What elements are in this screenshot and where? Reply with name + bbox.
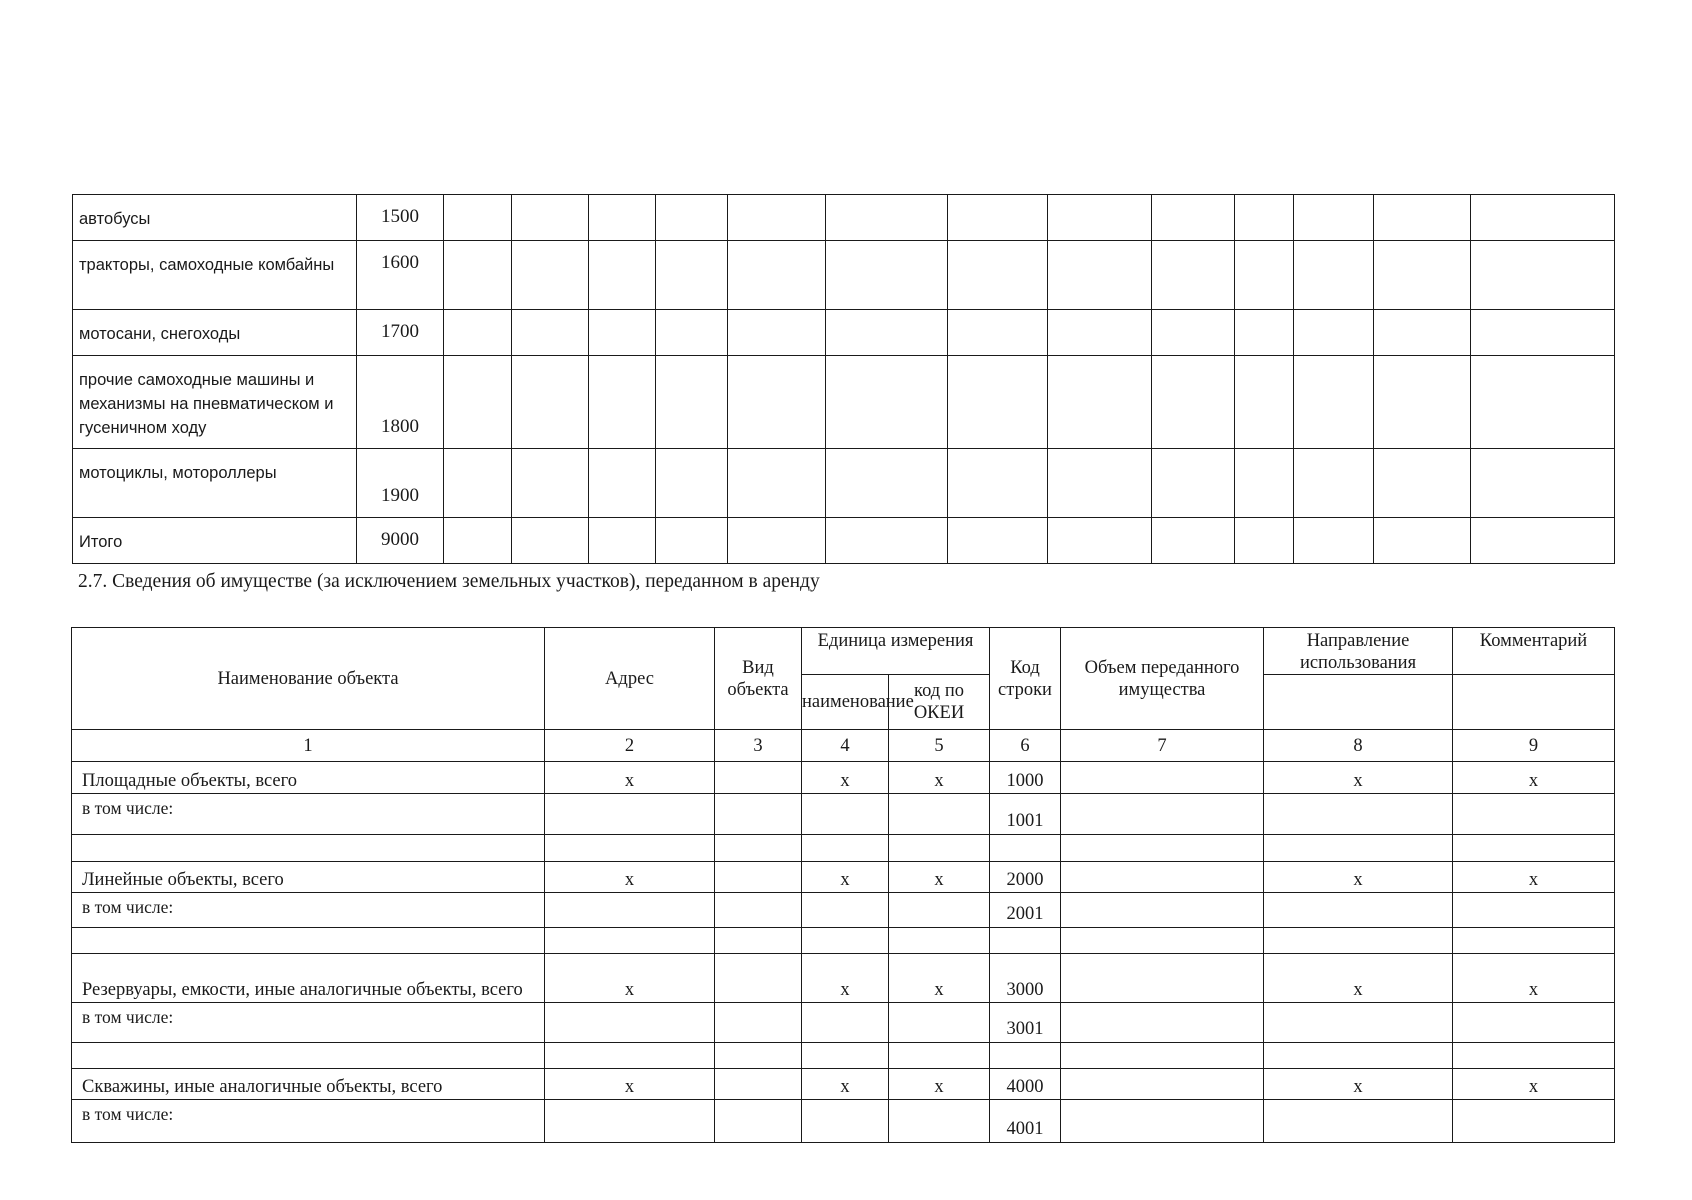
header-volume: Объем переданного имущества	[1061, 628, 1264, 730]
empty-data-cell[interactable]	[545, 1003, 715, 1043]
empty-data-cell[interactable]	[826, 356, 948, 449]
empty-data-cell[interactable]	[990, 928, 1061, 954]
unit-okei-mark-cell: x	[889, 954, 990, 1003]
empty-data-cell[interactable]	[1294, 356, 1374, 449]
volume-cell[interactable]	[1061, 954, 1264, 1003]
direction-mark-cell: x	[1264, 762, 1453, 794]
header-name: Наименование объекта	[72, 628, 545, 730]
vehicle-code-cell: 1900	[357, 449, 444, 518]
address-mark-cell: x	[545, 954, 715, 1003]
column-number-cell: 2	[545, 730, 715, 762]
vehicle-code-cell: 1800	[357, 356, 444, 449]
empty-data-cell[interactable]	[1061, 835, 1264, 862]
empty-data-cell[interactable]	[656, 195, 728, 241]
header-line-code: Код строки	[990, 628, 1061, 730]
empty-data-cell[interactable]	[589, 195, 656, 241]
empty-data-cell[interactable]	[728, 241, 826, 310]
empty-data-cell[interactable]	[545, 794, 715, 835]
empty-data-cell[interactable]	[1374, 241, 1471, 310]
empty-data-cell[interactable]	[802, 1003, 889, 1043]
subrow-code-cell: 4001	[990, 1100, 1061, 1143]
empty-data-cell[interactable]	[1264, 1043, 1453, 1069]
empty-data-cell[interactable]	[1374, 518, 1471, 564]
volume-cell[interactable]	[1061, 862, 1264, 893]
subrow-code-cell: 2001	[990, 893, 1061, 928]
empty-data-cell[interactable]	[728, 449, 826, 518]
empty-data-cell[interactable]	[545, 835, 715, 862]
line-code-cell: 1000	[990, 762, 1061, 794]
property-table	[71, 627, 1615, 1143]
empty-data-cell[interactable]	[1374, 195, 1471, 241]
subrow-label-cell: в том числе:	[72, 1003, 545, 1043]
empty-data-cell[interactable]	[948, 449, 1048, 518]
object-type-cell[interactable]	[715, 762, 802, 794]
empty-data-cell[interactable]	[512, 518, 589, 564]
unit-okei-mark-cell: x	[889, 762, 990, 794]
empty-data-cell[interactable]	[948, 241, 1048, 310]
column-numbers-row	[72, 730, 1615, 762]
empty-data-cell[interactable]	[512, 449, 589, 518]
subrow-label-cell: в том числе:	[72, 794, 545, 835]
empty-data-cell[interactable]	[1453, 893, 1615, 928]
empty-data-cell[interactable]	[512, 241, 589, 310]
empty-data-cell[interactable]	[1374, 449, 1471, 518]
empty-data-cell[interactable]	[1152, 449, 1235, 518]
vehicle-code-cell: 1700	[357, 310, 444, 356]
empty-data-cell[interactable]	[656, 241, 728, 310]
vehicle-code-cell: 9000	[357, 518, 444, 564]
header-direction: Направление использования	[1264, 628, 1453, 675]
volume-cell[interactable]	[1061, 1069, 1264, 1100]
empty-data-cell[interactable]	[1374, 310, 1471, 356]
header-unit-name: наименование	[802, 675, 889, 730]
empty-data-cell[interactable]	[826, 518, 948, 564]
object-type-cell[interactable]	[715, 862, 802, 893]
empty-data-cell[interactable]	[72, 1043, 545, 1069]
empty-data-cell[interactable]	[444, 241, 512, 310]
empty-data-cell[interactable]	[802, 893, 889, 928]
comment-mark-cell: x	[1453, 1069, 1615, 1100]
line-code-cell: 2000	[990, 862, 1061, 893]
empty-data-cell[interactable]	[545, 893, 715, 928]
vehicle-name-cell: мотоциклы, мотороллеры	[73, 449, 357, 518]
empty-data-cell[interactable]	[1453, 928, 1615, 954]
subrow-label-cell: в том числе:	[72, 893, 545, 928]
empty-data-cell[interactable]	[589, 518, 656, 564]
empty-data-cell[interactable]	[545, 1043, 715, 1069]
empty-data-cell[interactable]	[1048, 195, 1152, 241]
table-row	[73, 518, 1615, 564]
vehicle-name-cell: тракторы, самоходные комбайны	[73, 241, 357, 310]
empty-data-cell[interactable]	[802, 928, 889, 954]
empty-data-cell[interactable]	[1264, 835, 1453, 862]
empty-data-cell[interactable]	[1294, 518, 1374, 564]
empty-data-cell[interactable]	[1061, 928, 1264, 954]
empty-data-cell[interactable]	[715, 893, 802, 928]
column-number-cell: 5	[889, 730, 990, 762]
empty-data-cell[interactable]	[512, 195, 589, 241]
empty-data-cell[interactable]	[1453, 1100, 1615, 1143]
vehicle-code-cell: 1500	[357, 195, 444, 241]
empty-data-cell[interactable]	[826, 241, 948, 310]
empty-data-cell[interactable]	[589, 241, 656, 310]
empty-data-cell[interactable]	[889, 794, 990, 835]
column-number-cell: 4	[802, 730, 889, 762]
header-comment: Комментарий	[1453, 628, 1615, 675]
comment-mark-cell: x	[1453, 954, 1615, 1003]
object-type-cell[interactable]	[715, 1069, 802, 1100]
table-row	[73, 195, 1615, 241]
comment-mark-cell: x	[1453, 762, 1615, 794]
group-title-cell: Линейные объекты, всего	[72, 862, 545, 893]
empty-data-cell[interactable]	[826, 310, 948, 356]
blank-row	[72, 928, 1615, 954]
empty-data-cell[interactable]	[1152, 195, 1235, 241]
direction-mark-cell: x	[1264, 1069, 1453, 1100]
empty-data-cell[interactable]	[948, 195, 1048, 241]
group-subrow	[72, 1100, 1615, 1143]
group-title-cell: Скважины, иные аналогичные объекты, всего	[72, 1069, 545, 1100]
empty-data-cell[interactable]	[889, 893, 990, 928]
empty-data-cell[interactable]	[802, 794, 889, 835]
column-number-cell: 6	[990, 730, 1061, 762]
subrow-code-cell: 1001	[990, 794, 1061, 835]
empty-data-cell[interactable]	[1235, 241, 1294, 310]
comment-mark-cell: x	[1453, 862, 1615, 893]
empty-data-cell[interactable]	[1152, 310, 1235, 356]
empty-data-cell[interactable]	[889, 928, 990, 954]
empty-data-cell[interactable]	[826, 195, 948, 241]
empty-data-cell[interactable]	[1471, 518, 1615, 564]
empty-data-cell[interactable]	[948, 356, 1048, 449]
empty-data-cell[interactable]	[889, 1003, 990, 1043]
empty-data-cell[interactable]	[444, 518, 512, 564]
empty-data-cell[interactable]	[545, 928, 715, 954]
vehicles-table	[72, 194, 1615, 564]
empty-data-cell[interactable]	[715, 1003, 802, 1043]
empty-data-cell[interactable]	[1048, 356, 1152, 449]
line-code-cell: 4000	[990, 1069, 1061, 1100]
table-row	[73, 356, 1615, 449]
unit-okei-mark-cell: x	[889, 862, 990, 893]
group-title-row	[72, 762, 1615, 794]
group-subrow	[72, 1003, 1615, 1043]
empty-data-cell[interactable]	[728, 356, 826, 449]
header-object-type: Вид объекта	[715, 628, 802, 730]
volume-cell[interactable]	[1061, 762, 1264, 794]
empty-data-cell[interactable]	[1235, 310, 1294, 356]
empty-data-cell[interactable]	[1048, 310, 1152, 356]
empty-data-cell[interactable]	[1048, 518, 1152, 564]
direction-mark-cell: x	[1264, 862, 1453, 893]
empty-data-cell[interactable]	[1471, 449, 1615, 518]
empty-data-cell[interactable]	[1152, 518, 1235, 564]
empty-data-cell[interactable]	[72, 928, 545, 954]
empty-data-cell[interactable]	[889, 835, 990, 862]
empty-data-cell[interactable]	[1374, 356, 1471, 449]
empty-data-cell[interactable]	[444, 356, 512, 449]
address-mark-cell: x	[545, 1069, 715, 1100]
empty-data-cell[interactable]	[1061, 1003, 1264, 1043]
property-table-body	[72, 762, 1615, 1143]
empty-data-cell[interactable]	[512, 310, 589, 356]
unit-okei-mark-cell: x	[889, 1069, 990, 1100]
empty-data-cell[interactable]	[728, 310, 826, 356]
column-number-cell: 7	[1061, 730, 1264, 762]
empty-data-cell[interactable]	[1061, 893, 1264, 928]
group-title-cell: Площадные объекты, всего	[72, 762, 545, 794]
vehicles-table-body	[73, 195, 1615, 564]
header-unit-okei: код по ОКЕИ	[889, 675, 990, 730]
header-unit: Единица измерения	[802, 628, 990, 675]
unit-name-mark-cell: x	[802, 954, 889, 1003]
empty-data-cell[interactable]	[1453, 835, 1615, 862]
header-direction-blank	[1264, 675, 1453, 730]
empty-data-cell[interactable]	[1048, 241, 1152, 310]
empty-data-cell[interactable]	[1264, 928, 1453, 954]
empty-data-cell[interactable]	[715, 1100, 802, 1143]
empty-data-cell[interactable]	[1453, 794, 1615, 835]
empty-data-cell[interactable]	[1264, 794, 1453, 835]
group-title-cell: Резервуары, емкости, иные аналогичные объекты, всего	[72, 954, 545, 1003]
empty-data-cell[interactable]	[72, 835, 545, 862]
address-mark-cell: x	[545, 862, 715, 893]
vehicle-name-cell: мотосани, снегоходы	[73, 310, 357, 356]
empty-data-cell[interactable]	[802, 835, 889, 862]
empty-data-cell[interactable]	[990, 1043, 1061, 1069]
empty-data-cell[interactable]	[444, 195, 512, 241]
empty-data-cell[interactable]	[715, 794, 802, 835]
empty-data-cell[interactable]	[656, 518, 728, 564]
column-number-cell: 3	[715, 730, 802, 762]
subrow-code-cell: 3001	[990, 1003, 1061, 1043]
column-number-cell: 1	[72, 730, 545, 762]
empty-data-cell[interactable]	[802, 1100, 889, 1143]
empty-data-cell[interactable]	[1471, 241, 1615, 310]
header-address: Адрес	[545, 628, 715, 730]
column-number-cell: 9	[1453, 730, 1615, 762]
empty-data-cell[interactable]	[1235, 356, 1294, 449]
empty-data-cell[interactable]	[1471, 310, 1615, 356]
empty-data-cell[interactable]	[1235, 449, 1294, 518]
empty-data-cell[interactable]	[715, 835, 802, 862]
blank-row	[72, 835, 1615, 862]
empty-data-cell[interactable]	[545, 1100, 715, 1143]
empty-data-cell[interactable]	[1061, 1043, 1264, 1069]
vehicle-name-cell: прочие самоходные машины и механизмы на пневматическом и гусеничном ходу	[73, 356, 357, 449]
column-number-cell: 8	[1264, 730, 1453, 762]
empty-data-cell[interactable]	[1152, 356, 1235, 449]
group-title-row	[72, 1069, 1615, 1100]
empty-data-cell[interactable]	[589, 449, 656, 518]
empty-data-cell[interactable]	[1048, 449, 1152, 518]
empty-data-cell[interactable]	[1152, 241, 1235, 310]
address-mark-cell: x	[545, 762, 715, 794]
empty-data-cell[interactable]	[826, 449, 948, 518]
empty-data-cell[interactable]	[1294, 241, 1374, 310]
empty-data-cell[interactable]	[656, 310, 728, 356]
table-row	[73, 241, 1615, 310]
empty-data-cell[interactable]	[948, 310, 1048, 356]
vehicle-code-cell: 1600	[357, 241, 444, 310]
blank-row	[72, 1043, 1615, 1069]
empty-data-cell[interactable]	[1061, 794, 1264, 835]
empty-data-cell[interactable]	[948, 518, 1048, 564]
empty-data-cell[interactable]	[1264, 893, 1453, 928]
table-row	[73, 310, 1615, 356]
empty-data-cell[interactable]	[990, 835, 1061, 862]
table-row	[73, 449, 1615, 518]
group-subrow	[72, 893, 1615, 928]
unit-name-mark-cell: x	[802, 762, 889, 794]
empty-data-cell[interactable]	[889, 1043, 990, 1069]
section-caption: 2.7. Сведения об имуществе (за исключением земельных участков), переданном в аренду	[78, 571, 820, 592]
object-type-cell[interactable]	[715, 954, 802, 1003]
empty-data-cell[interactable]	[728, 518, 826, 564]
empty-data-cell[interactable]	[444, 449, 512, 518]
empty-data-cell[interactable]	[715, 1043, 802, 1069]
empty-data-cell[interactable]	[802, 1043, 889, 1069]
empty-data-cell[interactable]	[1061, 1100, 1264, 1143]
empty-data-cell[interactable]	[1294, 449, 1374, 518]
vehicle-name-cell: Итого	[73, 518, 357, 564]
empty-data-cell[interactable]	[1453, 1003, 1615, 1043]
subrow-label-cell: в том числе:	[72, 1100, 545, 1143]
empty-data-cell[interactable]	[889, 1100, 990, 1143]
group-title-row	[72, 862, 1615, 893]
empty-data-cell[interactable]	[589, 310, 656, 356]
group-title-row	[72, 954, 1615, 1003]
unit-name-mark-cell: x	[802, 862, 889, 893]
empty-data-cell[interactable]	[656, 449, 728, 518]
empty-data-cell[interactable]	[728, 195, 826, 241]
empty-data-cell[interactable]	[656, 356, 728, 449]
empty-data-cell[interactable]	[1471, 356, 1615, 449]
group-subrow	[72, 794, 1615, 835]
empty-data-cell[interactable]	[444, 310, 512, 356]
line-code-cell: 3000	[990, 954, 1061, 1003]
empty-data-cell[interactable]	[1235, 518, 1294, 564]
empty-data-cell[interactable]	[1471, 195, 1615, 241]
empty-data-cell[interactable]	[1264, 1100, 1453, 1143]
empty-data-cell[interactable]	[1294, 195, 1374, 241]
direction-mark-cell: x	[1264, 954, 1453, 1003]
header-comment-blank	[1453, 675, 1615, 730]
empty-data-cell[interactable]	[1294, 310, 1374, 356]
empty-data-cell[interactable]	[512, 356, 589, 449]
unit-name-mark-cell: x	[802, 1069, 889, 1100]
vehicle-name-cell: автобусы	[73, 195, 357, 241]
empty-data-cell[interactable]	[1453, 1043, 1615, 1069]
empty-data-cell[interactable]	[715, 928, 802, 954]
empty-data-cell[interactable]	[1235, 195, 1294, 241]
empty-data-cell[interactable]	[589, 356, 656, 449]
empty-data-cell[interactable]	[1264, 1003, 1453, 1043]
